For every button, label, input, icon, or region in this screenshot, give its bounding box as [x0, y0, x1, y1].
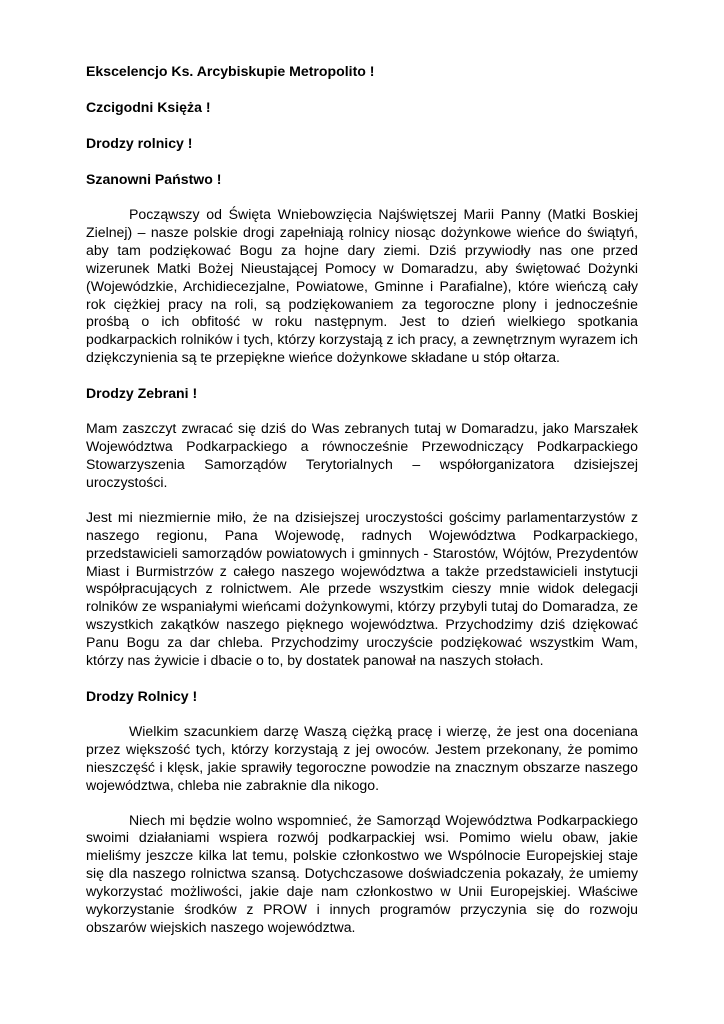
paragraph-respect-for-work: Wielkim szacunkiem darzę Waszą ciężką pracę i wierzę, że jest ona doceniana przez większość tych, którzy korzystają z jej owoców. Jestem przekonany, że pomimo nieszczęść i klęsk, jakie sprawiły tegoroczne powodzie na znacznym obszarze naszego województwa, chleba nie zabraknie dla nikogo.	[86, 722, 638, 793]
heading-dear-gathered: Drodzy Zebrani !	[86, 385, 198, 402]
paragraph-harvest-festival: Począwszy od Święta Wniebowzięcia Najświętszej Marii Panny (Matki Boskiej Zielnej) – nasze polskie drogi zapełniają rolnicy niosąc dożynkowe wieńce do świątyń, aby tam podziękować Bogu za hojne dary ziemi. Dziś przywiodły nas one przed wizerunek Matki Bożej Nieustającej Pomocy w Domaradzu, aby świętować Dożynki (Wojewódzkie, Archidiecezjalne, Powiatowe, Gminne i Parafialne), które wieńczą cały rok ciężkiej pracy na roli, są podziękowaniem za tegoroczne plony i jednocześnie prośbą o ich obfitość w roku następnym. Jest to dzień wielkiego spotkania podkarpackich rolników i tych, którzy korzystają z ich pracy, a zewnętrznym wyrazem ich dziękczynienia są te przepiękne wieńce dożynkowe składane u stóp ołtarza.	[86, 206, 638, 366]
greeting-ladies-gentlemen: Szanowni Państwo !	[86, 171, 222, 187]
heading-dear-farmers: Drodzy Rolnicy !	[86, 687, 198, 704]
greeting-archbishop: Ekscelencjo Ks. Arcybiskupie Metropolito !	[86, 63, 375, 79]
greeting-farmers: Drodzy rolnicy !	[86, 135, 193, 151]
document-body	[86, 62, 638, 937]
paragraph-marshal-address: Mam zaszczyt zwracać się dziś do Was zebranych tutaj w Domaradzu, jako Marszałek Województwa Podkarpackiego a równocześnie Przewodniczący Podkarpackiego Stowarzyszenia Samorządów Terytorialnych – współorganizatora dzisiejszej uroczystości.	[86, 420, 638, 490]
greeting-priests: Czcigodni Księża !	[86, 99, 211, 115]
paragraph-guests: Jest mi niezmiernie miło, że na dzisiejszej uroczystości gościmy parlamentarzystów z naszego regionu, Pana Wojewodę, radnych Województwa Podkarpackiego, przedstawicieli samorządów powiatowych i gminnych - Starostów, Wójtów, Prezydentów Miast i Burmistrzów z całego naszego województwa a także przedstawicieli instytucji współpracujących z rolnictwem. Ale przede wszystkim cieszy mnie widok delegacji rolników ze wspaniałymi wieńcami dożynkowymi, którzy przybyli tutaj do Domaradza, ze wszystkich zakątków naszego pięknego województwa. Przychodzimy dziś dziękować Panu Bogu za dar chleba. Przychodzimy uroczyście podziękować wszystkim Wam, którzy nas żywicie i dbacie o to, by dostatek panował na naszych stołach.	[86, 508, 638, 669]
paragraph-eu-membership: Niech mi będzie wolno wspomnieć, że Samorząd Województwa Podkarpackiego swoimi działaniami wspiera rozwój podkarpackiej wsi. Pomimo wielu obaw, jakie mieliśmy jeszcze kilka lat temu, polskie członkostwo we Wspólnocie Europejskiej staje się dla naszego rolnictwa szansą. Dotychczasowe doświadczenia pokazały, że umiemy wykorzystać możliwości, jakie daje nam członkostwo w Unii Europejskiej. Właściwe wykorzystanie środków z PROW i innych programów przyczynia się do rozwoju obszarów wiejskich naszego województwa.	[86, 811, 638, 935]
